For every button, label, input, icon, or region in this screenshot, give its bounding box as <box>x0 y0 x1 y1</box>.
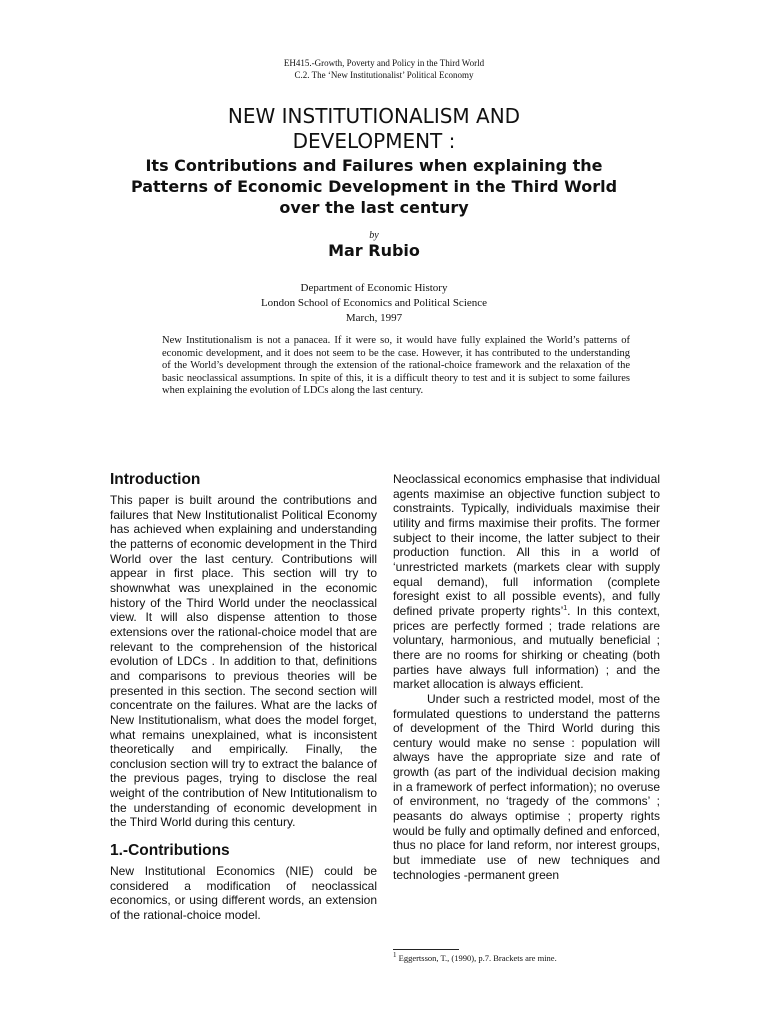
school: London School of Economics and Political Science <box>260 297 488 309</box>
affiliation <box>0 281 748 326</box>
paper-title <box>0 104 748 154</box>
right-column <box>393 472 660 882</box>
date: March, 1997 <box>345 312 403 324</box>
abstract: New Institutionalism is not a panacea. If it were so, it would have fully explained the World’s patterns of economic development, and it does not seem to be the case. However, it has contributed to the understanding of the World’s development through the extension of the rational-choice framework and the relaxation of the basic neoclassical assumptions. In spite of this, it is a difficult theory to test and it is subject to some failures when explaining the evolution of LDCs along the last century. <box>162 335 630 396</box>
contributions-heading: 1.-Contributions <box>110 842 230 860</box>
introduction-paragraph: This paper is built around the contributions and failures that New Institutionalist Political Economy has achieved when explaining and understanding the patterns of economic development in the Third World over the last century. Contributions will appear in first place. This section will try to shownwhat was unexplained in the economic history of the Third World under the neoclassical view. It will also dispense attention to those extensions over the rational-choice model that are relevant to the comprehension of the historical evolution of LDCs . In addition to that, definitions and comparisons to previous theories will be presented in this section. The second section will concentrate on the failures. What are the lacks of New Institutionalism, what does the model forget, what remains unexplained, what is inconsistent theoretically and empirically. Finally, the conclusion section will try to extract the balance of the previous pages, trying to disclose the real weight of the contribution of New Intitutionalism to the understanding of economic development in the Third World during this century. <box>110 493 377 830</box>
footnote-divider <box>393 949 459 950</box>
title-line-1: NEW INSTITUTIONALISM AND <box>227 104 521 128</box>
section-line: C.2. The ‘New Institutionalist’ Political Economy <box>294 70 474 80</box>
contributions-paragraph: New Institutional Economics (NIE) could be considered a modification of neoclassical economics, or using different words, an extension of the rational-choice model. <box>110 864 377 923</box>
restricted-model-paragraph: Under such a restricted model, most of the formulated questions to understand the patterns of development of the Third World during this century would make no sense : population will always have the appropriate size and rate of growth (as part of the individual decision making in a framework of perfect information); no overuse of environment, no ‘tragedy of the commons’ ; peasants do always optimise ; property rights would be fully and optimally defined and enforced, thus no place for land reform, nor interest groups, but immediate use of new techniques and technologies -permanent green <box>393 691 660 882</box>
footnote-reference[interactable]: 1 <box>563 604 568 612</box>
course-header <box>0 57 768 81</box>
footnote-marker: 1 <box>393 951 397 960</box>
neoclassical-text-2: . In this context, prices are perfectly formed ; trade relations are voluntary, harmonious, and mutually beneficial ; there are no rooms for shirking or cheating (both parties have always full information) ; and the market allocation is always efficient. <box>393 603 660 692</box>
left-column <box>110 470 377 923</box>
neoclassical-text-1: Neoclassical economics emphasise that individual agents maximise an objective function subject to constraints. Typically, individuals maximise their utility and firms maximise their profits. The former subject to their income, the latter subject to their production function. All this in a world of ‘unrestricted markets (markets clear with supply equal demand), full information (complete foresight exist to all possible events), and fully defined private property rights’ <box>393 472 660 618</box>
footnote <box>393 952 693 964</box>
subtitle-line-3: over the last century <box>279 198 469 217</box>
introduction-heading: Introduction <box>110 471 201 488</box>
paper-subtitle <box>0 155 748 218</box>
by-label: by <box>369 230 379 241</box>
subtitle-line-2: Patterns of Economic Development in the Third World <box>130 177 618 196</box>
department: Department of Economic History <box>300 282 448 294</box>
author-name: Mar Rubio <box>328 241 420 260</box>
title-line-2: DEVELOPMENT : <box>292 129 456 153</box>
subtitle-line-1: Its Contributions and Failures when explaining the <box>145 156 603 175</box>
footnote-text: Eggertsson, T., (1990), p.7. Brackets are mine. <box>396 953 557 963</box>
course-line: EH415.-Growth, Poverty and Policy in the Third World <box>283 58 485 68</box>
neoclassical-paragraph <box>393 472 660 692</box>
